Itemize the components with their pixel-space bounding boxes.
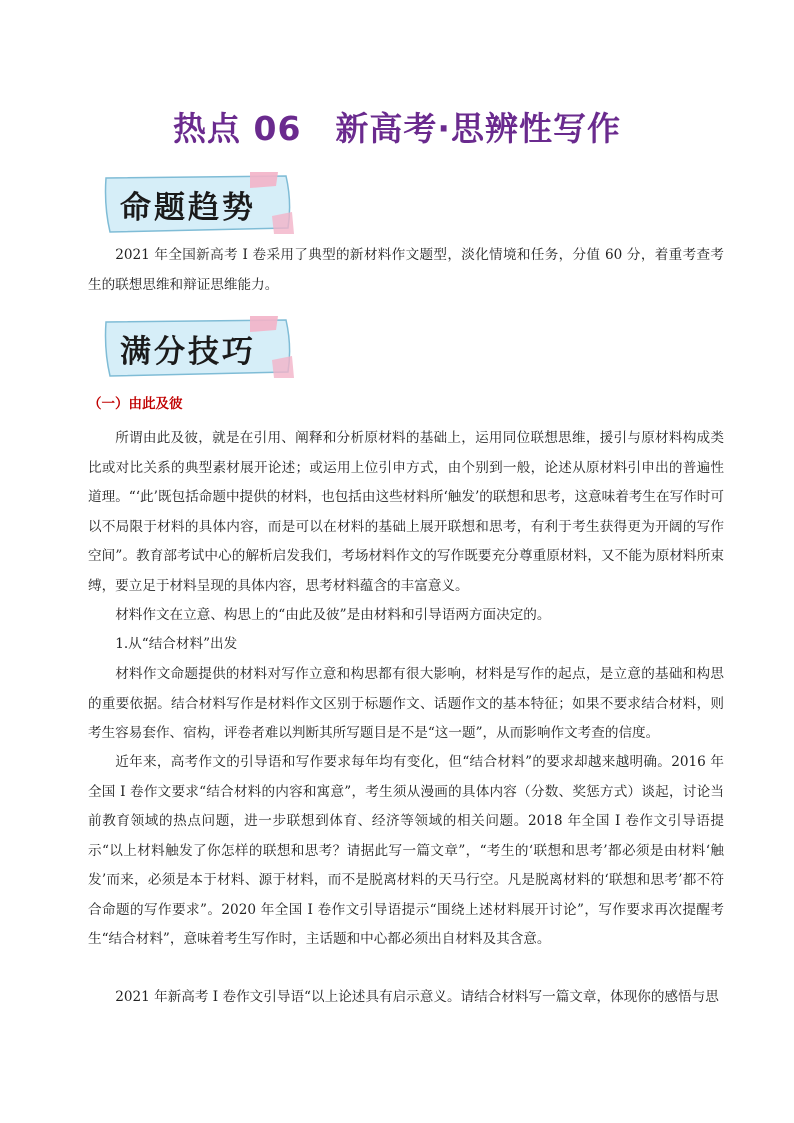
trend-paragraph: 2021 年全国新高考 I 卷采用了典型的新材料作文题型，淡化情境和任务，分值 60 分，着重考查考生的联想思维和辩证思维能力。 bbox=[88, 247, 724, 293]
paragraph-2: 材料作文在立意、构思上的“由此及彼”是由材料和引导语两方面决定的。 bbox=[115, 607, 551, 623]
banner-label: 满分技巧 bbox=[120, 334, 256, 370]
banner-mingti bbox=[100, 172, 296, 234]
banner-label: 命题趋势 bbox=[120, 190, 256, 226]
page-title: 热点 06 新高考·思辨性写作 bbox=[173, 109, 621, 148]
subheading-youcijibi: （一）由此及彼 bbox=[88, 396, 183, 412]
paragraph-1: 所谓由此及彼，就是在引用、阐释和分析原材料的基础上，运用同位联想思维，援引与原材料构成类比或对比关系的典型素材展开论述；或运用上位引申方式，由个别到一般，论述从原材料引申出的普遍性道理。“‘此’既包括命题中提供的材料，也包括由这些材料所‘触发’的联想和思考，这意味着考生在写作时可以不局限于材料的具体内容，而是可以在材料的基础上展开联想和思考，有利于考生获得更为开阔的写作空间”。教育部考试中心的解析启发我们，考场材料作文的写作既要充分尊重原材料，又不能为原材料所束缚，要立足于材料呈现的具体内容，思考材料蕴含的丰富意义。 bbox=[88, 430, 724, 594]
paragraph-3: 1.从“结合材料”出发 bbox=[115, 636, 238, 652]
paragraph-4: 材料作文命题提供的材料对写作立意和构思都有很大影响，材料是写作的起点，是立意的基础和构思的重要依据。结合材料写作是材料作文区别于标题作文、话题作文的基本特征；如果不要求结合材料，则考生容易套作、宿构，评卷者难以判断其所写题目是不是“这一题”，从而影响作文考查的信度。 bbox=[88, 666, 724, 741]
paragraph-5: 近年来，高考作文的引导语和写作要求每年均有变化，但“结合材料”的要求却越来越明确。2016 年全国 I 卷作文要求“结合材料的内容和寓意”，考生须从漫画的具体内容（分数、奖惩方式）谈起，讨论当前教育领域的热点问题，进一步联想到体育、经济等领域的相关问题。2018 年全国 I 卷作文引导语提示“以上材料触发了你怎样的联想和思考？请据此写一篇文章”，“考生的‘联想和思考’都必须是由材料‘触发’而来，必须是本于材料、源于材料，而不是脱离材料的天马行空。凡是脱离材料的‘联想和思考’都不符合命题的写作要求”。2020 年全国 I 卷作文引导语提示“围绕上述材料展开讨论”，写作要求再次提醒考生“结合材料”，意味着考生写作时，主话题和中心都必须出自材料及其含意。 bbox=[88, 754, 724, 947]
banner-manfen bbox=[100, 316, 296, 378]
paragraph-6: 2021 年新高考 I 卷作文引导语“以上论述具有启示意义。请结合材料写一篇文章，体现你的感悟与思 bbox=[115, 989, 719, 1005]
